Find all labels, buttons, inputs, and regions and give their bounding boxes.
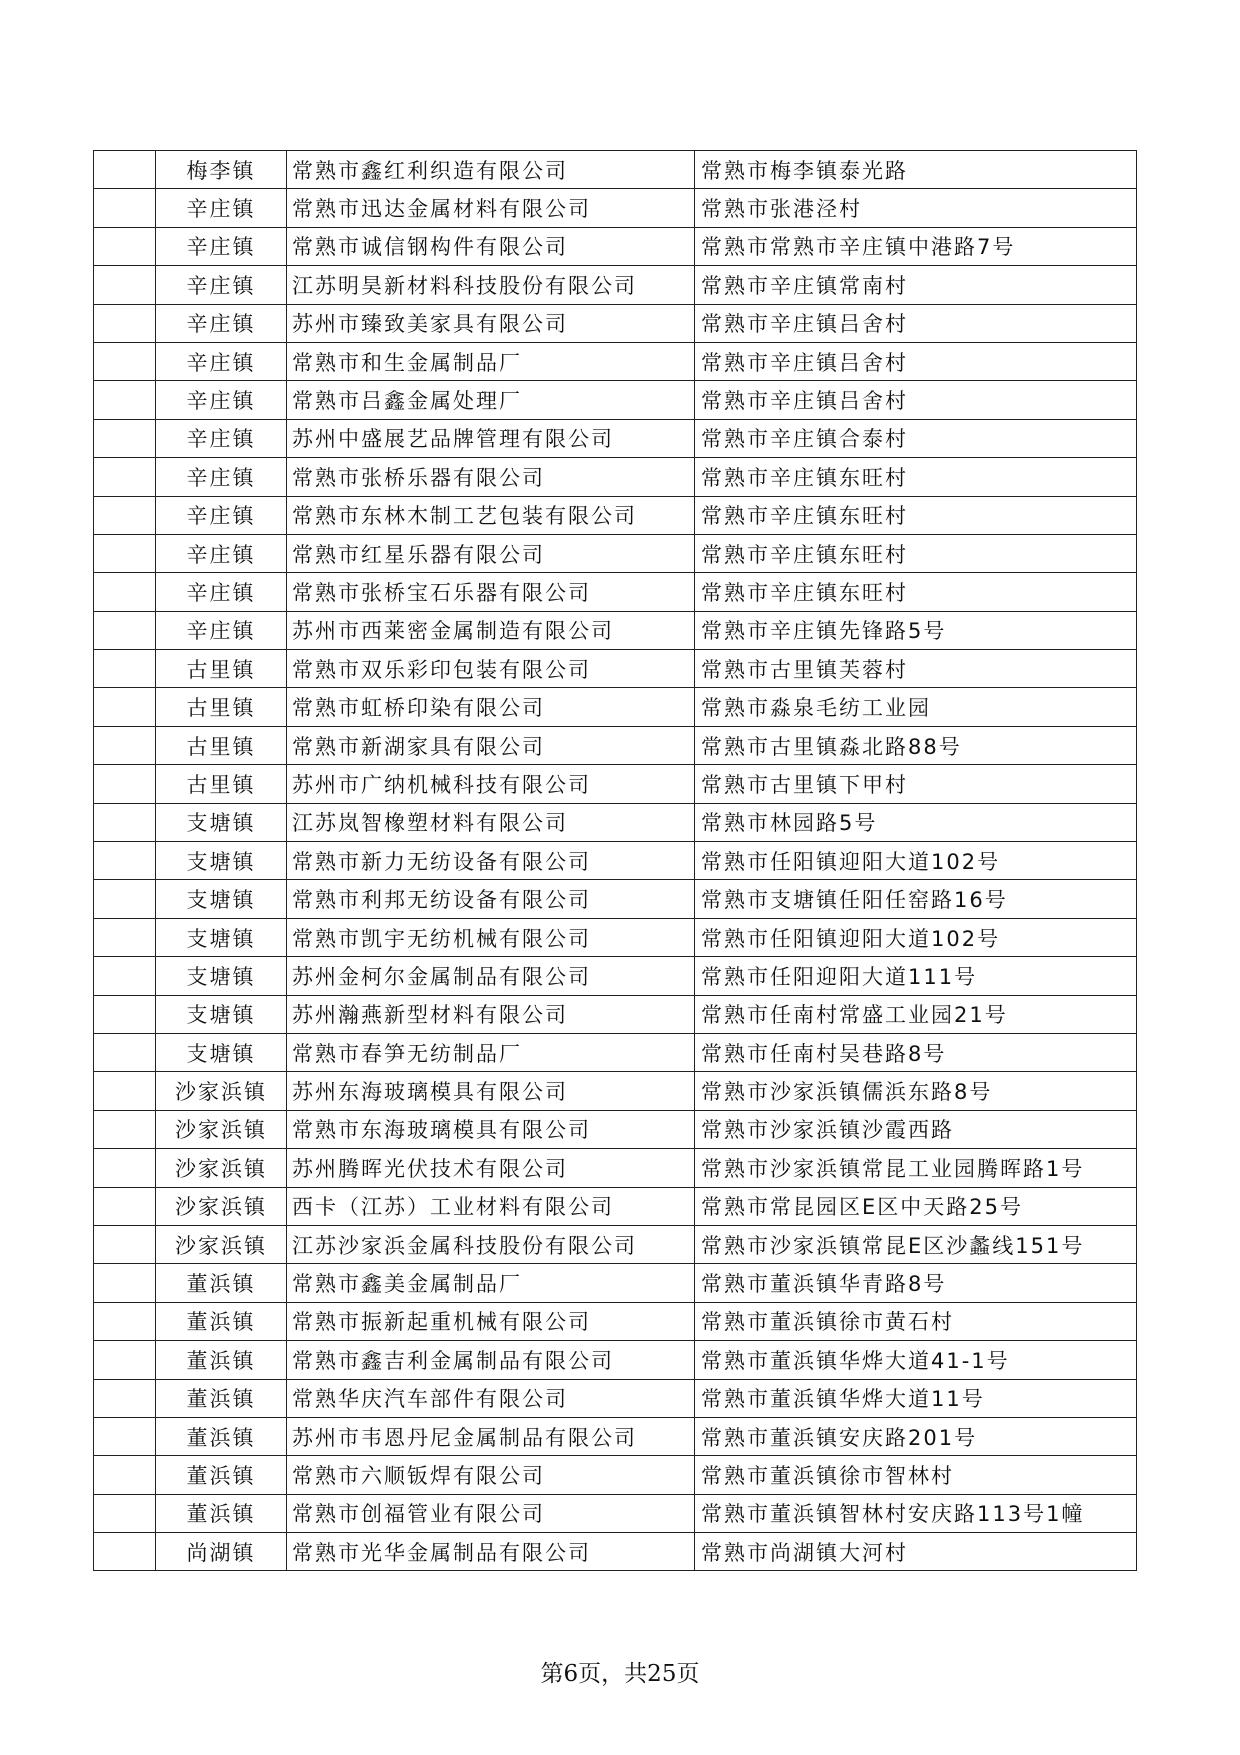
table-row [94, 803, 1137, 841]
company-cell: 江苏明昊新材料科技股份有限公司 [287, 266, 695, 304]
company-cell: 常熟市红星乐器有限公司 [287, 534, 695, 572]
index-cell [94, 1225, 156, 1263]
table-row [94, 304, 1137, 342]
index-cell [94, 1494, 156, 1532]
table-row [94, 266, 1137, 304]
address-cell: 常熟市董浜镇华烨大道41-1号 [695, 1341, 1137, 1379]
company-cell: 常熟市鑫吉利金属制品有限公司 [287, 1341, 695, 1379]
table-row [94, 496, 1137, 534]
table-row [94, 419, 1137, 457]
index-cell [94, 1341, 156, 1379]
index-cell [94, 496, 156, 534]
company-cell: 常熟市张桥宝石乐器有限公司 [287, 573, 695, 611]
index-cell [94, 458, 156, 496]
table-row [94, 1225, 1137, 1263]
town-cell: 辛庄镇 [156, 611, 287, 649]
address-cell: 常熟市沙家浜镇沙霞西路 [695, 1110, 1137, 1148]
company-cell: 常熟市鑫美金属制品厂 [287, 1264, 695, 1302]
town-cell: 支塘镇 [156, 880, 287, 918]
index-cell [94, 957, 156, 995]
table-row [94, 918, 1137, 956]
address-cell: 常熟市董浜镇华青路8号 [695, 1264, 1137, 1302]
table-row [94, 726, 1137, 764]
table-row [94, 189, 1137, 227]
address-cell: 常熟市沙家浜镇儒浜东路8号 [695, 1072, 1137, 1110]
company-cell: 常熟市诚信钢构件有限公司 [287, 227, 695, 265]
company-cell: 常熟市鑫红利织造有限公司 [287, 151, 695, 189]
table-row [94, 995, 1137, 1033]
town-cell: 支塘镇 [156, 995, 287, 1033]
company-cell: 苏州市广纳机械科技有限公司 [287, 765, 695, 803]
town-cell: 支塘镇 [156, 957, 287, 995]
company-cell: 苏州市臻致美家具有限公司 [287, 304, 695, 342]
index-cell [94, 1264, 156, 1302]
town-cell: 沙家浜镇 [156, 1110, 287, 1148]
address-cell: 常熟市董浜镇安庆路201号 [695, 1417, 1137, 1455]
table-row [94, 688, 1137, 726]
table-row [94, 957, 1137, 995]
address-cell: 常熟市任阳镇迎阳大道102号 [695, 842, 1137, 880]
table-row [94, 1110, 1137, 1148]
index-cell [94, 688, 156, 726]
address-cell: 常熟市辛庄镇合泰村 [695, 419, 1137, 457]
index-cell [94, 1417, 156, 1455]
table-row [94, 1456, 1137, 1494]
company-cell: 西卡（江苏）工业材料有限公司 [287, 1187, 695, 1225]
index-cell [94, 151, 156, 189]
index-cell [94, 573, 156, 611]
town-cell: 梅李镇 [156, 151, 287, 189]
company-cell: 常熟市利邦无纺设备有限公司 [287, 880, 695, 918]
town-cell: 沙家浜镇 [156, 1072, 287, 1110]
index-cell [94, 304, 156, 342]
table-row [94, 342, 1137, 380]
company-cell: 常熟市六顺钣焊有限公司 [287, 1456, 695, 1494]
address-cell: 常熟市任南村常盛工业园21号 [695, 995, 1137, 1033]
index-cell [94, 1033, 156, 1071]
address-cell: 常熟市林园路5号 [695, 803, 1137, 841]
index-cell [94, 342, 156, 380]
company-cell: 常熟市吕鑫金属处理厂 [287, 381, 695, 419]
company-cell: 苏州市韦恩丹尼金属制品有限公司 [287, 1417, 695, 1455]
company-cell: 苏州东海玻璃模具有限公司 [287, 1072, 695, 1110]
town-cell: 古里镇 [156, 765, 287, 803]
index-cell [94, 803, 156, 841]
address-cell: 常熟市常熟市辛庄镇中港路7号 [695, 227, 1137, 265]
town-cell: 辛庄镇 [156, 458, 287, 496]
town-cell: 古里镇 [156, 726, 287, 764]
company-cell: 常熟市东林木制工艺包装有限公司 [287, 496, 695, 534]
table-row [94, 151, 1137, 189]
table-row [94, 1187, 1137, 1225]
town-cell: 沙家浜镇 [156, 1225, 287, 1263]
index-cell [94, 189, 156, 227]
index-cell [94, 880, 156, 918]
index-cell [94, 842, 156, 880]
table-row [94, 1302, 1137, 1340]
table-row [94, 1072, 1137, 1110]
town-cell: 董浜镇 [156, 1379, 287, 1417]
table-row [94, 534, 1137, 572]
table-row [94, 765, 1137, 803]
town-cell: 辛庄镇 [156, 496, 287, 534]
town-cell: 沙家浜镇 [156, 1149, 287, 1187]
company-cell: 江苏沙家浜金属科技股份有限公司 [287, 1225, 695, 1263]
town-cell: 董浜镇 [156, 1456, 287, 1494]
index-cell [94, 1302, 156, 1340]
address-cell: 常熟市董浜镇智林村安庆路113号1幢 [695, 1494, 1137, 1532]
company-cell: 常熟市新力无纺设备有限公司 [287, 842, 695, 880]
company-cell: 常熟市东海玻璃模具有限公司 [287, 1110, 695, 1148]
company-cell: 常熟市振新起重机械有限公司 [287, 1302, 695, 1340]
address-cell: 常熟市任南村吴巷路8号 [695, 1033, 1137, 1071]
index-cell [94, 650, 156, 688]
town-cell: 董浜镇 [156, 1494, 287, 1532]
company-cell: 常熟市迅达金属材料有限公司 [287, 189, 695, 227]
address-cell: 常熟市任阳迎阳大道111号 [695, 957, 1137, 995]
index-cell [94, 534, 156, 572]
town-cell: 辛庄镇 [156, 573, 287, 611]
town-cell: 支塘镇 [156, 918, 287, 956]
company-cell: 常熟华庆汽车部件有限公司 [287, 1379, 695, 1417]
address-cell: 常熟市张港泾村 [695, 189, 1137, 227]
enterprise-table [93, 150, 1137, 1571]
company-cell: 苏州瀚燕新型材料有限公司 [287, 995, 695, 1033]
address-cell: 常熟市沙家浜镇常昆工业园腾晖路1号 [695, 1149, 1137, 1187]
town-cell: 辛庄镇 [156, 266, 287, 304]
company-cell: 常熟市创福管业有限公司 [287, 1494, 695, 1532]
page-footer: 第6页，共25页 [540, 1661, 700, 1687]
town-cell: 辛庄镇 [156, 227, 287, 265]
address-cell: 常熟市辛庄镇东旺村 [695, 496, 1137, 534]
index-cell [94, 1379, 156, 1417]
address-cell: 常熟市支塘镇任阳任窑路16号 [695, 880, 1137, 918]
table-row [94, 381, 1137, 419]
address-cell: 常熟市淼泉毛纺工业园 [695, 688, 1137, 726]
address-cell: 常熟市古里镇芙蓉村 [695, 650, 1137, 688]
company-cell: 苏州中盛展艺品牌管理有限公司 [287, 419, 695, 457]
address-cell: 常熟市沙家浜镇常昆E区沙蠡线151号 [695, 1225, 1137, 1263]
town-cell: 古里镇 [156, 650, 287, 688]
index-cell [94, 918, 156, 956]
address-cell: 常熟市任阳镇迎阳大道102号 [695, 918, 1137, 956]
address-cell: 常熟市辛庄镇东旺村 [695, 573, 1137, 611]
company-cell: 常熟市双乐彩印包装有限公司 [287, 650, 695, 688]
town-cell: 尚湖镇 [156, 1533, 287, 1571]
town-cell: 古里镇 [156, 688, 287, 726]
table-row [94, 611, 1137, 649]
town-cell: 董浜镇 [156, 1417, 287, 1455]
address-cell: 常熟市古里镇淼北路88号 [695, 726, 1137, 764]
index-cell [94, 765, 156, 803]
town-cell: 支塘镇 [156, 803, 287, 841]
table-row [94, 650, 1137, 688]
table-row [94, 1533, 1137, 1571]
index-cell [94, 1456, 156, 1494]
town-cell: 辛庄镇 [156, 381, 287, 419]
company-cell: 常熟市光华金属制品有限公司 [287, 1533, 695, 1571]
address-cell: 常熟市辛庄镇东旺村 [695, 534, 1137, 572]
address-cell: 常熟市辛庄镇先锋路5号 [695, 611, 1137, 649]
index-cell [94, 1149, 156, 1187]
index-cell [94, 1187, 156, 1225]
town-cell: 辛庄镇 [156, 534, 287, 572]
index-cell [94, 419, 156, 457]
company-cell: 常熟市新湖家具有限公司 [287, 726, 695, 764]
town-cell: 董浜镇 [156, 1264, 287, 1302]
town-cell: 辛庄镇 [156, 342, 287, 380]
address-cell: 常熟市董浜镇徐市黄石村 [695, 1302, 1137, 1340]
town-cell: 董浜镇 [156, 1302, 287, 1340]
address-cell: 常熟市辛庄镇吕舍村 [695, 304, 1137, 342]
address-cell: 常熟市古里镇下甲村 [695, 765, 1137, 803]
table-row [94, 842, 1137, 880]
town-cell: 辛庄镇 [156, 419, 287, 457]
company-cell: 常熟市春笋无纺制品厂 [287, 1033, 695, 1071]
table-body [94, 151, 1137, 1571]
table-row [94, 1494, 1137, 1532]
index-cell [94, 227, 156, 265]
address-cell: 常熟市梅李镇泰光路 [695, 151, 1137, 189]
table-row [94, 1341, 1137, 1379]
address-cell: 常熟市辛庄镇吕舍村 [695, 381, 1137, 419]
company-cell: 常熟市虹桥印染有限公司 [287, 688, 695, 726]
table-row [94, 880, 1137, 918]
town-cell: 董浜镇 [156, 1341, 287, 1379]
town-cell: 辛庄镇 [156, 304, 287, 342]
company-cell: 常熟市和生金属制品厂 [287, 342, 695, 380]
table-row [94, 1417, 1137, 1455]
company-cell: 苏州金柯尔金属制品有限公司 [287, 957, 695, 995]
index-cell [94, 1533, 156, 1571]
table-row [94, 573, 1137, 611]
address-cell: 常熟市董浜镇华烨大道11号 [695, 1379, 1137, 1417]
company-cell: 常熟市凯宇无纺机械有限公司 [287, 918, 695, 956]
table-row [94, 1149, 1137, 1187]
town-cell: 支塘镇 [156, 1033, 287, 1071]
index-cell [94, 995, 156, 1033]
table-row [94, 1264, 1137, 1302]
table-row [94, 227, 1137, 265]
address-cell: 常熟市常昆园区E区中天路25号 [695, 1187, 1137, 1225]
address-cell: 常熟市辛庄镇常南村 [695, 266, 1137, 304]
company-cell: 江苏岚智橡塑材料有限公司 [287, 803, 695, 841]
index-cell [94, 726, 156, 764]
town-cell: 沙家浜镇 [156, 1187, 287, 1225]
table-row [94, 1379, 1137, 1417]
company-cell: 苏州腾晖光伏技术有限公司 [287, 1149, 695, 1187]
table-row [94, 458, 1137, 496]
address-cell: 常熟市辛庄镇吕舍村 [695, 342, 1137, 380]
town-cell: 支塘镇 [156, 842, 287, 880]
company-cell: 苏州市西莱密金属制造有限公司 [287, 611, 695, 649]
index-cell [94, 1072, 156, 1110]
index-cell [94, 266, 156, 304]
index-cell [94, 1110, 156, 1148]
table-row [94, 1033, 1137, 1071]
index-cell [94, 611, 156, 649]
address-cell: 常熟市尚湖镇大河村 [695, 1533, 1137, 1571]
town-cell: 辛庄镇 [156, 189, 287, 227]
address-cell: 常熟市辛庄镇东旺村 [695, 458, 1137, 496]
index-cell [94, 381, 156, 419]
company-cell: 常熟市张桥乐器有限公司 [287, 458, 695, 496]
address-cell: 常熟市董浜镇徐市智林村 [695, 1456, 1137, 1494]
